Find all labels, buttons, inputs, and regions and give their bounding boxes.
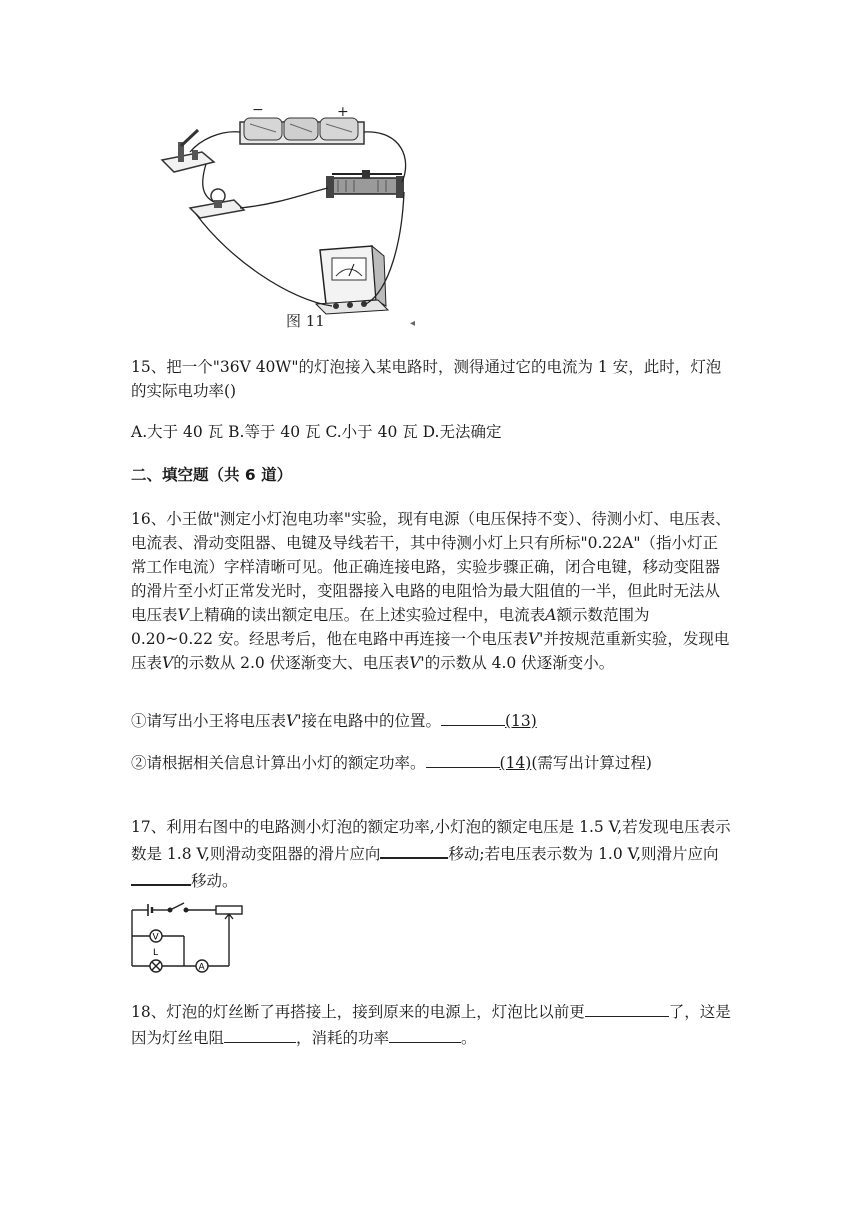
blank-number-14: (14) — [499, 754, 532, 772]
answer-blank[interactable] — [131, 866, 191, 886]
q18-text-3: ，消耗的功率 — [296, 1029, 390, 1047]
q18-text-4: 。 — [461, 1029, 477, 1047]
lamp-label: L — [153, 948, 159, 958]
q16-text-4: 并按规范重新实验，发现电压表 — [131, 630, 730, 672]
q16-text-6: 的示数从 4.0 伏逐渐变小。 — [424, 654, 615, 672]
answer-blank[interactable] — [224, 1024, 296, 1043]
meter — [316, 246, 388, 314]
question-15-options — [131, 420, 731, 444]
q16-text-5: 的示数从 2.0 伏逐渐变大、电压表 — [173, 654, 410, 672]
q17-text-2: 移动;若电压表示数为 1.0 V,则滑片应向 — [448, 845, 719, 863]
ammeter-a-symbol: A — [545, 606, 557, 624]
question-18 — [131, 998, 731, 1050]
q16-part1-text-b: 接在电路中的位置。 — [301, 712, 441, 730]
section-heading — [131, 463, 731, 487]
plus-label: + — [337, 104, 349, 120]
q17-text-3: 移动。 — [191, 872, 238, 890]
q18-text-2: 了，这是因为灯丝电阻 — [131, 1003, 731, 1047]
q16-part2-text: ②请根据相关信息计算出小灯的额定功率。 — [131, 754, 426, 772]
q16-part2-note: (需写出计算过程) — [531, 754, 652, 772]
blank-number-13: (13) — [505, 712, 537, 730]
voltmeter-v2-symbol: V' — [527, 630, 544, 648]
answer-blank[interactable] — [389, 1024, 461, 1043]
q16-text-3: 额示数范围为 0.20~0.22 安。经思考后，他在电路中再连接一个电压表 — [131, 606, 650, 648]
answer-blank[interactable] — [441, 707, 505, 726]
q18-text-1: 18、灯泡的灯丝断了再搭接上，接到原来的电源上，灯泡比以前更 — [131, 1003, 585, 1021]
q16-part1-text: ①请写出小王将电压表 — [131, 712, 287, 730]
options-text: A.大于 40 瓦 B.等于 40 瓦 C.小于 40 瓦 D.无法确定 — [131, 423, 502, 441]
q17-text-1: 17、利用右图中的电路测小灯泡的额定功率,小灯泡的额定电压是 1.5 V,若发现电压表示数是 1.8 V,则滑动变阻器的滑片应向 — [131, 818, 731, 863]
voltmeter-v-symbol: V — [162, 654, 174, 672]
voltmeter-v-symbol: V — [177, 606, 189, 624]
voltmeter-label: V — [152, 932, 159, 943]
question-16-part-1 — [131, 707, 731, 733]
answer-blank[interactable] — [426, 749, 500, 768]
question-17 — [131, 815, 731, 893]
answer-blank[interactable] — [380, 839, 448, 859]
question-16-part-2 — [131, 749, 731, 775]
ammeter-label: A — [198, 962, 205, 973]
battery-pack — [240, 118, 364, 144]
voltmeter-v2-symbol: V' — [286, 712, 302, 730]
section-title: 二、填空题（共 6 道） — [131, 466, 293, 484]
question-16 — [131, 507, 731, 675]
question-15 — [131, 355, 731, 403]
svg-text:◂: ◂ — [410, 318, 416, 329]
figure-caption: 图 11 — [286, 312, 325, 330]
q17-circuit-diagram — [128, 900, 248, 976]
q16-text-1: 16、小王做"测定小灯泡电功率"实验，现有电源（电压保持不变）、待测小灯、电压表、电流表、滑动变阻器、电键及导线若干，其中待测小灯上只有所标"0.22A"（指小灯正常工作电流）字样清晰可见。他正确连接电路，实验步骤正确，闭合电键，移动变阻器的滑片至小灯正常发光时，变阻器接入电路的电阻恰为最大阻值的一半，但此时无法从电压表 — [131, 510, 731, 624]
question-15-text: 15、把一个"36V 40W"的灯泡接入某电路时，测得通过它的电流为 1 安，此时，灯泡的实际电功率() — [131, 358, 722, 400]
answer-blank[interactable] — [585, 998, 669, 1017]
voltmeter-v2-symbol: V' — [409, 654, 425, 672]
q16-text-2: 上精确的读出额定电压。在上述实验过程中，电流表 — [188, 606, 546, 624]
figure-11-circuit-illustration — [140, 100, 425, 332]
rheostat — [326, 170, 404, 198]
minus-label: − — [252, 102, 264, 118]
